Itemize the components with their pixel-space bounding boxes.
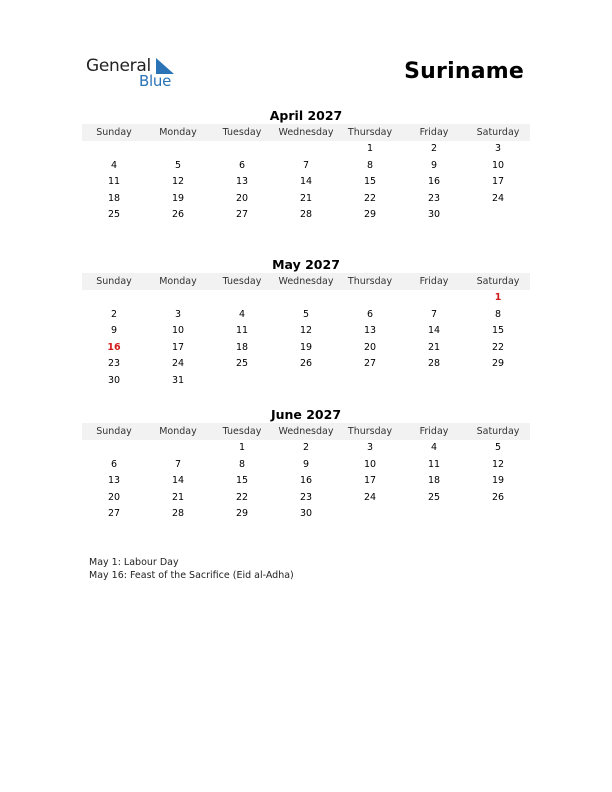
day-cell: 8 xyxy=(238,458,246,470)
day-cell: 18 xyxy=(107,192,121,204)
day-cell: 16 xyxy=(427,176,441,187)
day-cell: 29 xyxy=(235,508,249,519)
day-cell: 7 xyxy=(430,308,438,320)
day-cell xyxy=(146,141,210,158)
month-calendar-april xyxy=(82,107,530,224)
week-row xyxy=(82,373,530,390)
weeks-grid xyxy=(82,440,530,523)
day-cell: 5 xyxy=(174,159,182,171)
weekday-label: Sunday xyxy=(96,276,132,287)
day-cell: 23 xyxy=(107,358,121,369)
weekday-header xyxy=(82,273,530,290)
day-cell: 14 xyxy=(427,325,441,336)
weekday-label: Wednesday xyxy=(278,127,334,138)
day-cell xyxy=(82,290,146,307)
week-row xyxy=(82,174,530,191)
weekday-label: Friday xyxy=(419,276,449,287)
day-cell xyxy=(466,207,530,224)
day-cell: 1 xyxy=(238,442,246,453)
weekday-label: Saturday xyxy=(476,276,520,287)
week-row xyxy=(82,323,530,340)
day-cell: 2 xyxy=(430,143,438,154)
day-cell: 11 xyxy=(427,458,441,470)
day-cell: 21 xyxy=(299,192,313,204)
week-row xyxy=(82,207,530,224)
day-cell xyxy=(466,373,530,390)
day-cell: 4 xyxy=(238,308,246,320)
day-cell xyxy=(210,290,274,307)
day-cell: 24 xyxy=(491,192,505,204)
day-cell: 22 xyxy=(363,192,377,204)
day-cell: 22 xyxy=(491,341,505,353)
weeks-grid xyxy=(82,141,530,224)
day-cell: 30 xyxy=(107,374,121,386)
day-cell: 17 xyxy=(363,475,377,486)
day-cell: 30 xyxy=(299,508,313,519)
day-cell: 18 xyxy=(235,341,249,353)
day-cell: 30 xyxy=(427,209,441,220)
day-cell: 13 xyxy=(363,325,377,336)
day-cell: 18 xyxy=(427,475,441,486)
day-cell: 7 xyxy=(174,458,182,470)
week-row xyxy=(82,490,530,507)
logo-word-general: General xyxy=(86,56,151,76)
day-cell: 8 xyxy=(366,159,374,171)
weekday-label: Wednesday xyxy=(278,276,334,287)
day-cell: 8 xyxy=(494,308,502,320)
day-cell: 5 xyxy=(494,442,502,453)
weeks-grid xyxy=(82,290,530,389)
day-cell: 4 xyxy=(110,159,118,171)
day-cell xyxy=(210,373,274,390)
week-row xyxy=(82,290,530,307)
weekday-label: Sunday xyxy=(96,127,132,138)
weekday-label: Thursday xyxy=(347,426,393,437)
holiday-notes xyxy=(89,556,294,582)
day-cell: 11 xyxy=(107,176,121,187)
day-cell: 10 xyxy=(491,159,505,171)
day-cell: 11 xyxy=(235,325,249,336)
day-cell: 19 xyxy=(299,341,313,353)
weekday-header xyxy=(82,124,530,141)
day-cell xyxy=(274,141,338,158)
day-cell: 14 xyxy=(299,176,313,187)
week-row xyxy=(82,191,530,208)
weekday-label: Saturday xyxy=(476,127,520,138)
week-row xyxy=(82,158,530,175)
day-cell: 23 xyxy=(427,192,441,204)
holiday-note: May 16: Feast of the Sacrifice (Eid al-Adha) xyxy=(89,570,294,581)
month-title: April 2027 xyxy=(269,108,343,123)
day-cell: 10 xyxy=(363,458,377,470)
week-row xyxy=(82,457,530,474)
day-cell xyxy=(146,440,210,457)
day-cell: 28 xyxy=(427,358,441,369)
day-cell: 5 xyxy=(302,308,310,320)
day-cell: 27 xyxy=(235,209,249,220)
day-cell: 21 xyxy=(427,341,441,353)
day-cell: 3 xyxy=(494,143,502,154)
weekday-label: Friday xyxy=(419,426,449,437)
day-cell: 15 xyxy=(363,176,377,187)
day-cell xyxy=(338,290,402,307)
weekday-label: Wednesday xyxy=(278,426,334,437)
month-title: June 2027 xyxy=(270,407,342,422)
day-cell: 9 xyxy=(430,159,438,171)
holiday-day-cell: 1 xyxy=(494,292,502,303)
week-row xyxy=(82,473,530,490)
day-cell: 17 xyxy=(171,341,185,353)
holiday-day-cell: 16 xyxy=(107,341,121,353)
day-cell: 29 xyxy=(363,209,377,220)
weekday-label: Tuesday xyxy=(222,127,262,138)
holiday-note: May 1: Labour Day xyxy=(89,557,179,568)
day-cell xyxy=(146,290,210,307)
day-cell: 7 xyxy=(302,159,310,171)
day-cell: 13 xyxy=(235,176,249,187)
day-cell: 15 xyxy=(235,475,249,486)
logo-word-blue: Blue xyxy=(139,72,171,90)
day-cell: 23 xyxy=(299,491,313,503)
day-cell: 2 xyxy=(110,308,118,320)
day-cell: 25 xyxy=(235,358,249,369)
week-row xyxy=(82,141,530,158)
weekday-label: Sunday xyxy=(96,426,132,437)
month-calendar-june xyxy=(82,406,530,523)
day-cell: 27 xyxy=(107,508,121,519)
day-cell: 6 xyxy=(238,159,246,171)
day-cell: 31 xyxy=(171,374,185,386)
day-cell: 25 xyxy=(427,491,441,503)
day-cell: 9 xyxy=(302,458,310,470)
week-row xyxy=(82,440,530,457)
logo xyxy=(86,56,186,92)
day-cell: 26 xyxy=(171,209,185,220)
day-cell: 17 xyxy=(491,176,505,187)
day-cell xyxy=(338,373,402,390)
day-cell: 24 xyxy=(363,491,377,503)
day-cell: 12 xyxy=(299,325,313,336)
week-row xyxy=(82,356,530,373)
day-cell: 12 xyxy=(171,176,185,187)
day-cell xyxy=(402,373,466,390)
day-cell xyxy=(338,506,402,523)
day-cell: 13 xyxy=(107,475,121,486)
day-cell: 24 xyxy=(171,358,185,369)
weekday-label: Monday xyxy=(159,127,197,138)
day-cell: 10 xyxy=(171,325,185,336)
weekday-label: Thursday xyxy=(347,276,393,287)
day-cell xyxy=(402,290,466,307)
weekday-label: Tuesday xyxy=(222,426,262,437)
day-cell: 28 xyxy=(171,508,185,519)
week-row xyxy=(82,340,530,357)
week-row xyxy=(82,506,530,523)
day-cell: 20 xyxy=(107,491,121,503)
day-cell: 6 xyxy=(110,458,118,470)
weekday-label: Saturday xyxy=(476,426,520,437)
weekday-label: Thursday xyxy=(347,127,393,138)
day-cell: 14 xyxy=(171,475,185,486)
week-row xyxy=(82,307,530,324)
day-cell: 1 xyxy=(366,143,374,154)
day-cell: 21 xyxy=(171,491,185,503)
weekday-label: Monday xyxy=(159,426,197,437)
day-cell: 28 xyxy=(299,209,313,220)
month-title: May 2027 xyxy=(272,257,340,272)
day-cell: 19 xyxy=(171,192,185,204)
day-cell xyxy=(82,141,146,158)
month-calendar-may xyxy=(82,256,530,389)
day-cell: 15 xyxy=(491,325,505,336)
day-cell xyxy=(82,440,146,457)
day-cell: 29 xyxy=(491,358,505,369)
day-cell xyxy=(402,506,466,523)
day-cell xyxy=(274,290,338,307)
day-cell xyxy=(210,141,274,158)
day-cell: 4 xyxy=(430,442,438,453)
day-cell: 22 xyxy=(235,491,249,503)
day-cell: 19 xyxy=(491,475,505,486)
day-cell: 2 xyxy=(302,442,310,453)
day-cell: 26 xyxy=(491,491,505,503)
weekday-header xyxy=(82,423,530,440)
weekday-label: Monday xyxy=(159,276,197,287)
weekday-label: Tuesday xyxy=(222,276,262,287)
day-cell: 16 xyxy=(299,475,313,486)
day-cell: 25 xyxy=(107,209,121,220)
day-cell xyxy=(274,373,338,390)
day-cell: 20 xyxy=(363,341,377,353)
day-cell: 3 xyxy=(366,442,374,453)
day-cell: 12 xyxy=(491,458,505,470)
day-cell: 3 xyxy=(174,308,182,320)
day-cell: 26 xyxy=(299,358,313,369)
day-cell: 6 xyxy=(366,308,374,320)
day-cell: 9 xyxy=(110,325,118,336)
day-cell: 27 xyxy=(363,358,377,369)
country-title: Suriname xyxy=(404,59,524,84)
weekday-label: Friday xyxy=(419,127,449,138)
day-cell: 20 xyxy=(235,192,249,204)
day-cell xyxy=(466,506,530,523)
